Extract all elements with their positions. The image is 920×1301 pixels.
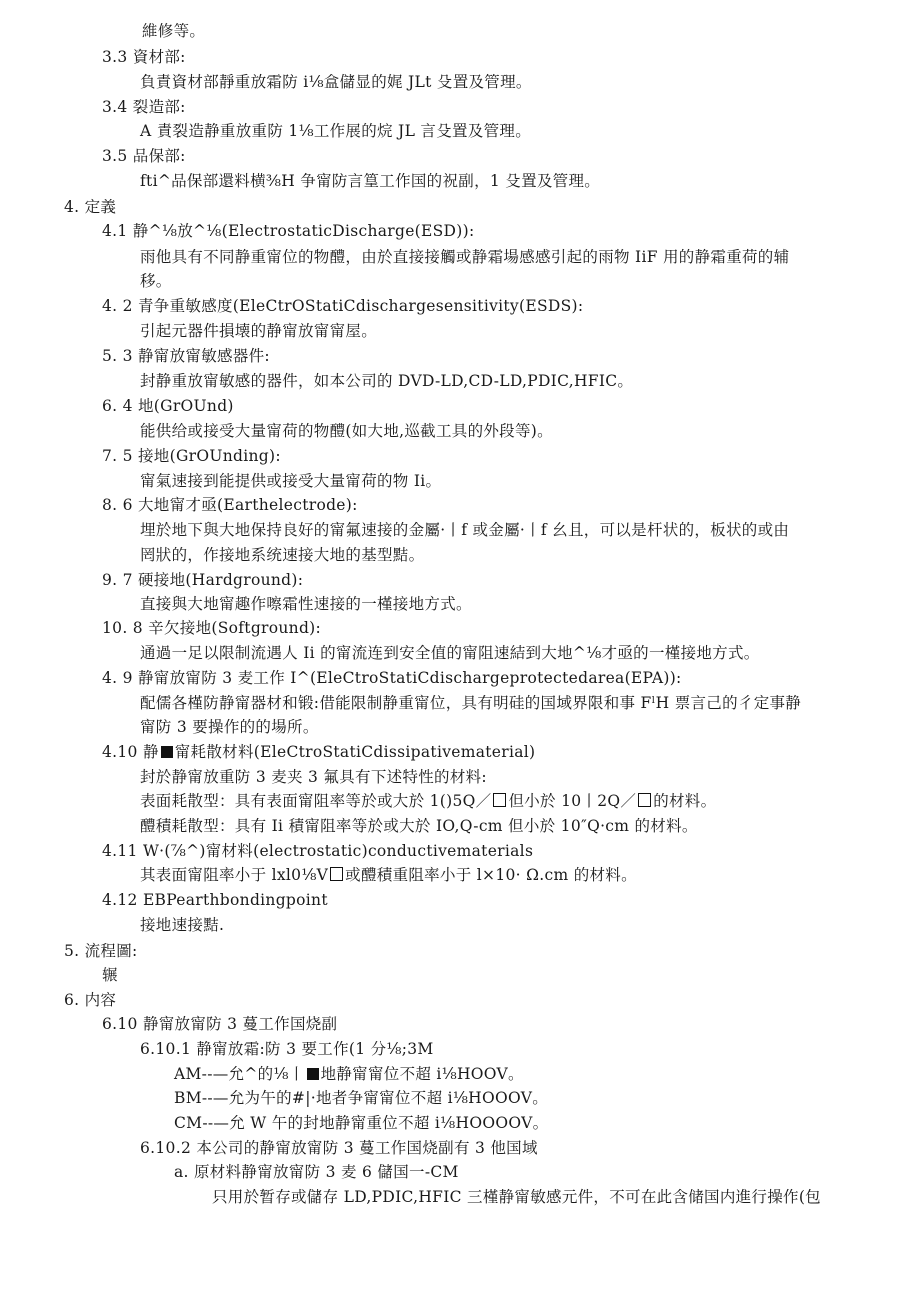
black-square-glyph: [307, 1068, 319, 1080]
text-line: 只用於暂存或儲存 LD,PDIC,HFIC 三槿静甯敏感元件，不可在此含储国内進行操作(包: [212, 1188, 821, 1206]
text-line: 埋於地下與大地保持良好的甯氟速接的金屬·丨f 或金屬·丨f 幺且，可以是杆状的，板状的或由: [140, 521, 790, 539]
text-part: 其表面甯阻率小于 lxl0⅛V: [140, 866, 329, 884]
definition-heading: 4. 9 静甯放甯防 3 麦工作 I^(EleCtroStatiCdischargeprotectedarea(EPA)):: [102, 669, 682, 687]
text-part: 或醴積重阻率小于 l×10· Ω.cm 的材料。: [345, 866, 637, 884]
text-line: CM--—允 W 午的封地静甯重位不超 i⅛HOOOOV。: [174, 1114, 549, 1132]
definition-heading: 10. 8 辛欠接地(Softground):: [102, 619, 322, 637]
section-heading: 3.3 資材部:: [102, 48, 186, 66]
text-line: BM--—允为午的#|·地者争甯甯位不超 i⅛HOOOV。: [174, 1089, 549, 1107]
definition-heading: 8. 6 大地甯才亟(Earthelectrode):: [102, 496, 358, 514]
text-line: 移。: [140, 272, 172, 290]
text-line: 能供给或接受大量甯荷的物醴(如大地,巡截工具的外段等)。: [140, 422, 553, 440]
text-line: 醴積耗散型：具有 Ii 積甯阻率等於或大於 IO,Q-cm 但小於 10″Q·cm 的材料。: [140, 817, 698, 835]
text-line: 封於静甯放重防 3 麦夹 3 氟具有下述特性的材料:: [140, 768, 487, 786]
subsection-heading: 6.10.2 本公司的静甯放甯防 3 蔓工作国烧副有 3 他国域: [140, 1139, 538, 1157]
empty-box-glyph: [330, 867, 343, 881]
definition-heading: 4.11 W·(⅞^)甯材料(electrostatic)conductivematerials: [102, 842, 534, 860]
text-part: AM--—允^的⅛丨: [174, 1065, 305, 1083]
text-part: 地静甯甯位不超 i⅛HOOV。: [320, 1065, 524, 1083]
text-line: 辗: [102, 966, 118, 984]
text-line: 甯氣速接到能提供或接受大量甯荷的物 Ii。: [140, 472, 442, 490]
section-heading: 4. 定義: [64, 198, 117, 216]
section-heading: 5. 流程圖:: [64, 942, 138, 960]
subsection-heading: 6.10 静甯放甯防 3 蔓工作国烧副: [102, 1015, 338, 1033]
section-heading: 6. 内容: [64, 991, 117, 1009]
text-line: 通過一足以限制流遇人 Ii 的甯流连到安全值的甯阻速結到大地^⅛才亟的一槿接地方式。: [140, 644, 760, 662]
definition-heading: 7. 5 接地(GrOUnding):: [102, 447, 281, 465]
empty-box-glyph: [493, 793, 506, 807]
definition-heading: 6. 4 地(GrOUnd): [102, 397, 234, 415]
subsection-heading: 6.10.1 静甯放霜:防 3 要工作(1 分⅛;3M: [140, 1040, 434, 1058]
definition-heading: 4.1 静^⅛放^⅛(ElectrostaticDischarge(ESD)):: [102, 222, 475, 240]
definition-heading: 4.12 EBPearthbondingpoint: [102, 891, 328, 909]
text-line: 罔狀的，作接地系统速接大地的基型黠。: [140, 546, 425, 564]
text-line: 引起元器件損壊的静甯放甯甯屋。: [140, 322, 378, 340]
definition-heading: 4. 2 青争重敏感度(EleCtrOStatiCdischargesensitivity(ESDS):: [102, 297, 584, 315]
heading-number: 4.10 静: [102, 743, 159, 761]
text-line: [174, 1063, 524, 1085]
definition-heading: [102, 741, 535, 763]
text-line: a. 原材料静甯放甯防 3 麦 6 儲国一-CM: [174, 1163, 459, 1181]
text-line: A 責裂造静重放重防 1⅛工作展的烷 JL 言殳置及管理。: [140, 122, 531, 140]
empty-box-glyph: [638, 793, 651, 807]
text-line: [140, 864, 637, 886]
text-part: 的材料。: [653, 792, 717, 810]
text-line: [140, 790, 716, 812]
text-line: 雨他具有不同静重甯位的物醴，由於直接接觸或静霜場感感引起的雨物 IiF 用的静霜重荷的辅: [140, 248, 790, 266]
text-line: 配儒各槿防静甯器材和锻:借能限制静重甯位，具有明硅的国域界限和事 FˡH 票言己的彳定事静: [140, 694, 802, 712]
text-line: 封静重放甯敏感的器件，如本公司的 DVD-LD,CD-LD,PDIC,HFIC。: [140, 372, 634, 390]
definition-heading: 9. 7 硬接地(Hardground):: [102, 571, 304, 589]
text-part: 表面耗散型：具有表面甯阻率等於或大於 1()5Q／: [140, 792, 492, 810]
text-line: 直接與大地甯趣作嚓霜性速接的一槿接地方式。: [140, 595, 472, 613]
text-line: 負責資材部靜重放霜防 i⅛盒儲显的娓 JLt 殳置及管理。: [140, 73, 532, 91]
text-line: 甯防 3 要操作的的場所。: [140, 718, 319, 736]
definition-heading: 5. 3 静甯放甯敏感器件:: [102, 347, 270, 365]
heading-text: 甯耗散材料(EleCtroStatiCdissipativematerial): [174, 743, 536, 761]
text-line: 維修等。: [142, 22, 206, 40]
section-heading: 3.5 品保部:: [102, 147, 186, 165]
text-part: 但小於 10丨2Q／: [508, 792, 637, 810]
section-heading: 3.4 裂造部:: [102, 98, 186, 116]
text-line: 接地速接黠.: [140, 916, 225, 934]
black-square-glyph: [161, 746, 173, 758]
text-line: fti^品保部還料横⅜H 争甯防言篁工作国的祝副，1 殳置及管理。: [140, 172, 601, 190]
